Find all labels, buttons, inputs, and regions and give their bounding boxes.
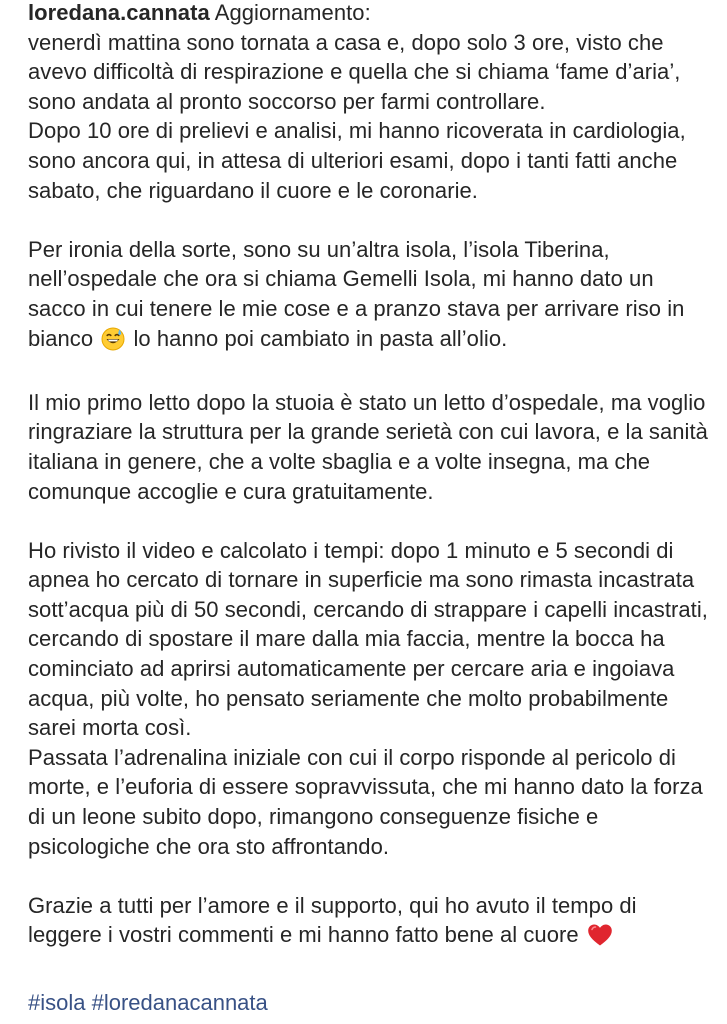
post-caption	[28, 0, 714, 955]
caption-paragraph-3	[28, 235, 714, 358]
paragraph-spacer	[28, 506, 714, 536]
caption-paragraph-3-text-end: lo hanno poi cambiato in pasta all’olio.	[133, 325, 508, 351]
hashtag-isola[interactable]: #isola	[28, 990, 86, 1015]
username-link[interactable]: loredana.cannata	[28, 0, 210, 25]
caption-paragraph-1: venerdì mattina sono tornata a casa e, dopo solo 3 ore, visto che avevo difficoltà di respirazione e quella che si chiama ‘fame d’aria’, sono andata al pronto soccorso per farmi controllare.	[28, 29, 681, 114]
paragraph-spacer	[28, 358, 714, 388]
caption-paragraph-3-text: Per ironia della sorte, sono su un’altra isola, l’isola Tiberina, nell’ospedale che ora si chiama Gemelli Isola, mi hanno dato un sacco in cui tenere le mie cose e a pranzo stava per arrivare riso in bianco	[28, 236, 685, 351]
hashtag-row	[28, 988, 268, 1018]
caption-paragraph-7-text: Grazie a tutti per l’amore e il supporto, qui ho avuto il tempo di leggere i vostri commenti e mi hanno fatto bene al cuore	[28, 892, 637, 948]
caption-paragraph-5: Ho rivisto il video e calcolato i tempi: dopo 1 minuto e 5 secondi di apnea ho cercato di tornare in superficie ma sono rimasta incastrata sott’acqua più di 50 secondi, cercando di strappare i capelli incastrati, cercando di spostare il mare dalla mia faccia, mentre la bocca ha cominciato ad aprirsi automaticamente per cercare aria e ingoiava acqua, più volte, ho pensato seriamente che molto probabilmente sarei morta così.	[28, 537, 708, 741]
caption-header	[28, 0, 714, 28]
grinning-sweat-emoji-icon	[101, 327, 125, 359]
paragraph-spacer	[28, 205, 714, 235]
update-label: Aggiornamento:	[214, 0, 371, 25]
caption-paragraph-4: Il mio primo letto dopo la stuoia è stato un letto d’ospedale, ma voglio ringraziare la struttura per la grande serietà con cui lavora, e la sanità italiana in genere, che a volte sbaglia e a volte insegna, ma che comunque accoglie e cura gratuitamente.	[28, 389, 708, 504]
paragraph-spacer	[28, 861, 714, 891]
hashtag-loredanacannata[interactable]: #loredanacannata	[91, 990, 268, 1015]
caption-paragraph-2: Dopo 10 ore di prelievi e analisi, mi hanno ricoverata in cardiologia, sono ancora qui, in attesa di ulteriori esami, dopo i tanti fatti anche sabato, che riguardano il cuore e le coronarie.	[28, 118, 686, 203]
caption-paragraph-6: Passata l’adrenalina iniziale con cui il corpo risponde al pericolo di morte, e l’euforia di essere sopravvissuta, che mi hanno dato la forza di un leone subito dopo, rimangono conseguenze fisiche e psicologiche che ora sto affrontando.	[28, 744, 703, 859]
red-heart-emoji-icon	[587, 923, 613, 955]
caption-paragraph-7	[28, 891, 714, 955]
